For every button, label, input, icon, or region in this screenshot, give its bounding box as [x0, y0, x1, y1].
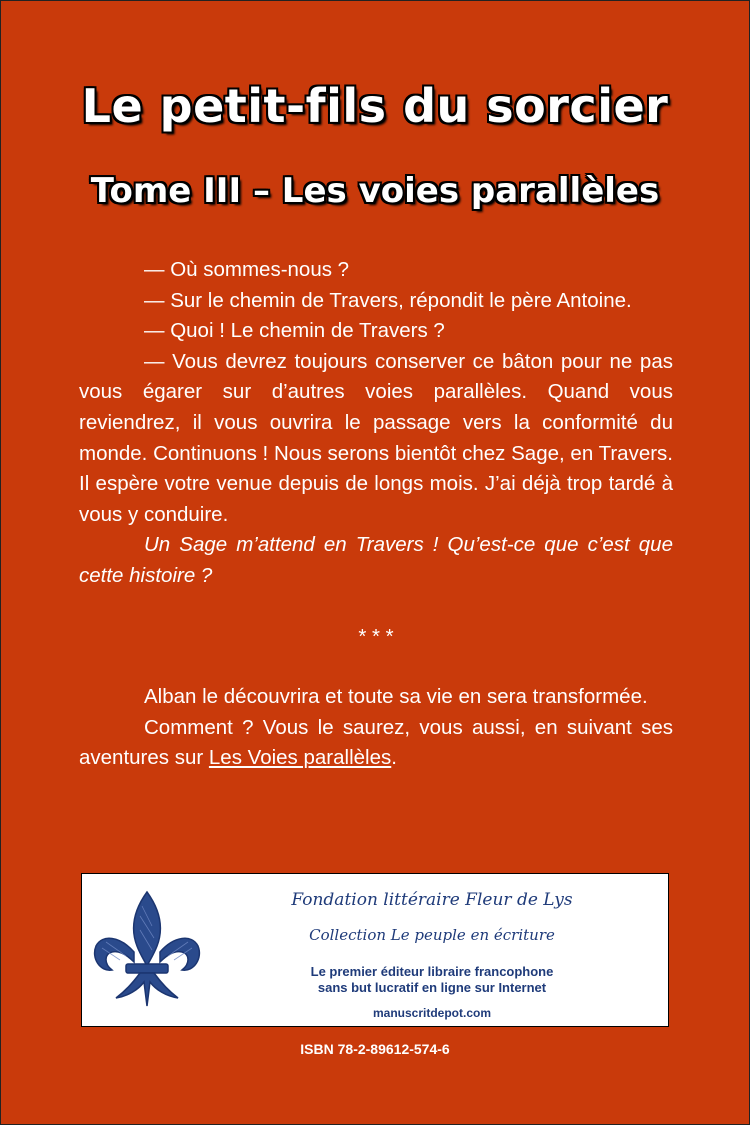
publisher-collection: Collection Le peuple en écriture — [309, 926, 555, 944]
blurb — [79, 255, 673, 774]
blurb-paragraph-7 — [79, 713, 673, 774]
fleur-de-lys-icon — [90, 886, 205, 1011]
series-title-link[interactable]: Les Voies parallèles — [208, 746, 392, 770]
blurb-paragraph-2: — Sur le chemin de Travers, répondit le père Antoine. — [144, 288, 632, 312]
blurb-paragraph-5: Un Sage m’attend en Travers ! Qu’est-ce que c’est que cette histoire ? — [79, 533, 673, 587]
blurb-paragraph-7-text: Comment ? Vous le saurez, vous aussi, en suivant ses aventures sur — [79, 715, 673, 770]
blurb-paragraph-1: — Où sommes-nous ? — [144, 258, 350, 281]
publisher-box — [81, 873, 669, 1027]
publisher-name: Fondation littéraire Fleur de Lys — [291, 890, 573, 910]
blurb-paragraph-3: — Quoi ! Le chemin de Travers ? — [144, 319, 445, 343]
publisher-description — [232, 964, 632, 996]
blurb-paragraph-7-end: . — [391, 746, 397, 770]
book-subtitle: Tome III – Les voies parallèles — [90, 171, 660, 211]
publisher-description-line-2: sans but lucratif en ligne sur Internet — [317, 980, 547, 995]
blurb-paragraph-6: Alban le découvrira et toute sa vie en sera transformée. — [144, 685, 648, 709]
book-title: Le petit-fils du sorcier — [81, 79, 669, 133]
isbn-number: ISBN 78-2-89612-574-6 — [300, 1041, 450, 1057]
publisher-description-line-1: Le premier éditeur libraire francophone — [310, 964, 554, 979]
publisher-url[interactable]: manuscritdepot.com — [372, 1006, 492, 1020]
section-separator: * * * — [358, 624, 394, 648]
blurb-paragraph-4: — Vous devrez toujours conserver ce bâton pour ne pas vous égarer sur d’autres voies parallèles. Quand vous reviendrez, il vous ouvrira le passage vers la conformité du monde. Continuons ! Nous serons bientôt chez Sage, en Travers. Il espère votre venue depuis de longs mois. J’ai déjà trop tardé à vous y conduire. — [79, 349, 673, 526]
